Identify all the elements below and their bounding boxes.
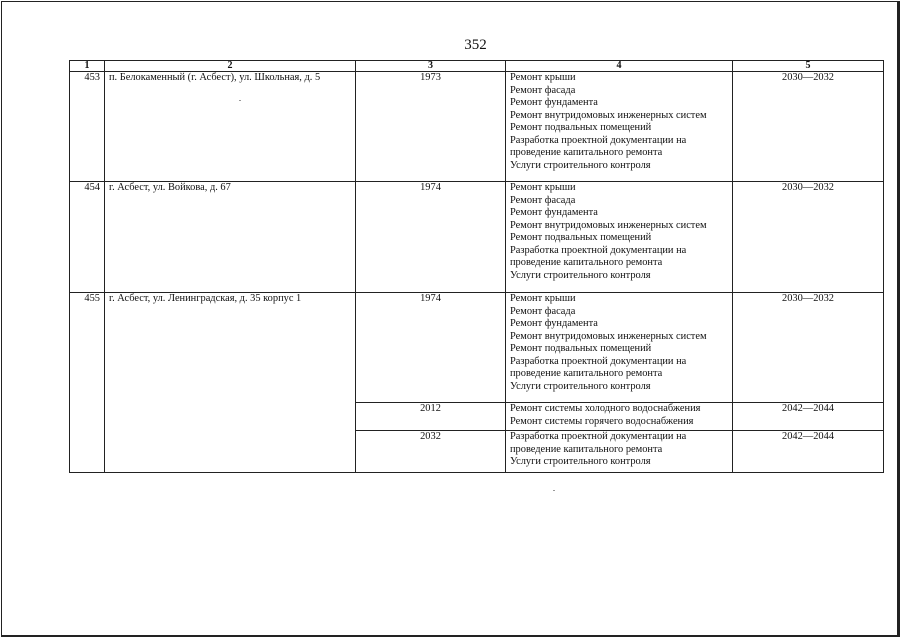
work-item: Разработка проектной документации на — [510, 134, 687, 146]
work-item: Ремонт крыши — [510, 72, 576, 83]
work-item: Ремонт подвальных помещений — [510, 343, 652, 354]
subrow-works — [506, 403, 733, 431]
work-item: Ремонт фасада — [510, 194, 576, 206]
page-number: 352 — [464, 37, 487, 53]
row-address: г. Асбест, ул. Ленинградская, д. 35 корпус 1 — [105, 293, 356, 473]
col-header-3: 3 — [356, 61, 506, 72]
row-period: 2030—2032 — [733, 293, 884, 403]
row-works — [506, 72, 733, 182]
subrow-works — [506, 431, 733, 473]
table-row — [70, 293, 884, 403]
work-item: проведение капитального ремонта — [510, 147, 663, 158]
work-item: Ремонт фундамента — [510, 207, 598, 218]
work-item: Услуги строительного контроля — [510, 159, 651, 171]
work-item: Ремонт фундамента — [510, 318, 598, 329]
work-item: Услуги строительного контроля — [510, 456, 651, 467]
work-item: Разработка проектной документации на — [510, 244, 687, 256]
row-address: п. Белокаменный (г. Асбест), ул. Школьная, д. 5 — [105, 72, 356, 182]
row-number: 455 — [70, 293, 105, 473]
work-item: Ремонт системы горячего водоснабжения — [510, 415, 694, 427]
work-item: Услуги строительного контроля — [510, 269, 651, 281]
subrow-period: 2042—2044 — [733, 403, 884, 431]
work-item: Разработка проектной документации на — [510, 355, 687, 367]
scan-speck — [239, 100, 241, 101]
row-works — [506, 293, 733, 403]
row-number: 453 — [70, 72, 105, 182]
work-item: проведение капитального ремонта — [510, 443, 663, 455]
work-item: проведение капитального ремонта — [510, 368, 663, 379]
work-item: Ремонт крыши — [510, 293, 576, 304]
row-period: 2030—2032 — [733, 72, 884, 182]
subrow-year: 2012 — [356, 403, 506, 431]
work-item: Ремонт внутридомовых инженерных систем — [510, 219, 707, 231]
header-row — [70, 61, 884, 72]
table-row — [70, 72, 884, 182]
row-period: 2030—2032 — [733, 182, 884, 293]
col-header-1: 1 — [70, 61, 105, 72]
work-item: Ремонт внутридомовых инженерных систем — [510, 109, 707, 121]
work-item: Ремонт подвальных помещений — [510, 232, 652, 243]
work-item: Ремонт фасада — [510, 84, 576, 96]
capital-repair-table — [69, 60, 884, 473]
row-year: 1973 — [356, 72, 506, 182]
work-item: Разработка проектной документации на — [510, 431, 687, 442]
row-number: 454 — [70, 182, 105, 293]
work-item: Ремонт внутридомовых инженерных систем — [510, 330, 707, 342]
work-item: Ремонт фасада — [510, 305, 576, 317]
scan-speck — [553, 490, 555, 491]
work-item: проведение капитального ремонта — [510, 257, 663, 268]
subrow-period: 2042—2044 — [733, 431, 884, 473]
work-item: Ремонт подвальных помещений — [510, 122, 652, 133]
col-header-4: 4 — [506, 61, 733, 72]
work-item: Ремонт фундамента — [510, 97, 598, 108]
subrow-year: 2032 — [356, 431, 506, 473]
col-header-2: 2 — [105, 61, 356, 72]
work-item: Услуги строительного контроля — [510, 380, 651, 392]
col-header-5: 5 — [733, 61, 884, 72]
table-row — [70, 182, 884, 293]
row-address: г. Асбест, ул. Войкова, д. 67 — [105, 182, 356, 293]
row-works — [506, 182, 733, 293]
row-year: 1974 — [356, 182, 506, 293]
work-item: Ремонт системы холодного водоснабжения — [510, 403, 701, 414]
row-year: 1974 — [356, 293, 506, 403]
work-item: Ремонт крыши — [510, 182, 576, 193]
